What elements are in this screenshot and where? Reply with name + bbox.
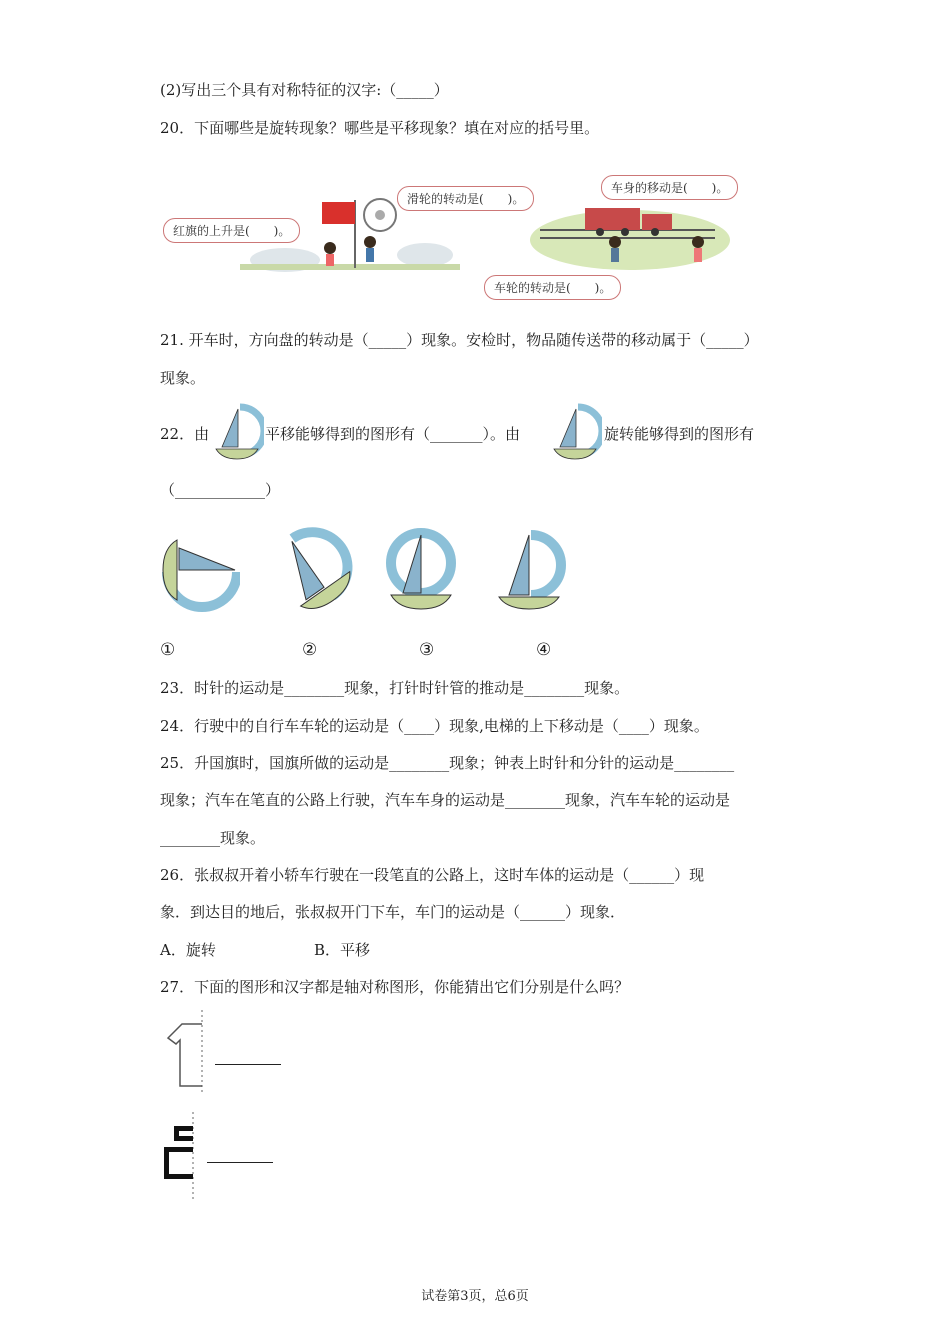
question-26-line1: 26．张叔叔开着小轿车行驶在一段笔直的公路上，这时车体的运动是（______）现: [160, 866, 705, 884]
half-character-figure: [160, 1110, 200, 1205]
option-label-4: ④: [536, 640, 552, 660]
question-27: 27．下面的图形和汉字都是轴对称图形，你能猜出它们分别是什么吗？: [160, 978, 630, 996]
question-25-line2: 现象；汽车在笔直的公路上行驶，汽车车身的运动是________现象，汽车车轮的运动是: [160, 791, 731, 809]
question-25-line3: ________现象。: [160, 829, 266, 847]
answer-line-1[interactable]: [215, 1064, 281, 1065]
sailboat-option-4: [495, 525, 570, 615]
question-26-line2: 象．到达目的地后，张叔叔开门下车，车门的运动是（______）现象．: [160, 903, 626, 921]
question-24: 24．行驶中的自行车车轮的运动是（____）现象,电梯的上下移动是（____）现象。: [160, 717, 709, 735]
question-20: 20．下面哪些是旋转现象？哪些是平移现象？填在对应的括号里。: [160, 119, 600, 137]
train-wheel-bubble: 车轮的转动是( )。: [484, 275, 621, 300]
question-25-line1: 25．升国旗时，国旗所做的运动是________现象；钟表上时针和分针的运动是________: [160, 754, 735, 772]
train-illustration: [530, 190, 730, 270]
page-footer: 试卷第3页，总6页: [421, 1289, 529, 1304]
pulley-bubble: 滑轮的转动是( )。: [397, 186, 534, 211]
sailboat-option-1: [160, 525, 240, 620]
question-21-line2: 现象。: [160, 369, 206, 387]
option-a: A．旋转: [160, 941, 216, 959]
answer-line-2[interactable]: [207, 1162, 273, 1163]
question-19-2: (2)写出三个具有对称特征的汉字:（_____）: [160, 81, 449, 99]
option-label-1: ①: [160, 640, 176, 660]
question-23: 23．时针的运动是________现象，打针时针管的推动是________现象。: [160, 679, 630, 697]
sailboat-icon: [212, 403, 264, 465]
flag-bubble: 红旗的上升是( )。: [163, 218, 300, 243]
question-22-prefix: 22．由: [160, 425, 210, 443]
question-22-translate: 平移能够得到的图形有（_______）。由: [265, 425, 521, 443]
train-body-bubble: 车身的移动是( )。: [601, 175, 738, 200]
sailboat-option-2: [270, 525, 355, 610]
half-shirt-figure: [162, 1008, 212, 1096]
sailboat-icon: [550, 403, 602, 465]
option-label-3: ③: [419, 640, 435, 660]
question-22-rotate: 旋转能够得到的图形有: [604, 425, 755, 443]
question-22-answer: （____________）: [160, 481, 281, 499]
option-label-2: ②: [302, 640, 318, 660]
question-21-line1: 21. 开车时，方向盘的转动是（_____）现象。安检时，物品随传送带的移动属于（_____）: [160, 331, 759, 349]
option-b: B．平移: [314, 941, 371, 959]
sailboat-option-3: [385, 525, 460, 615]
